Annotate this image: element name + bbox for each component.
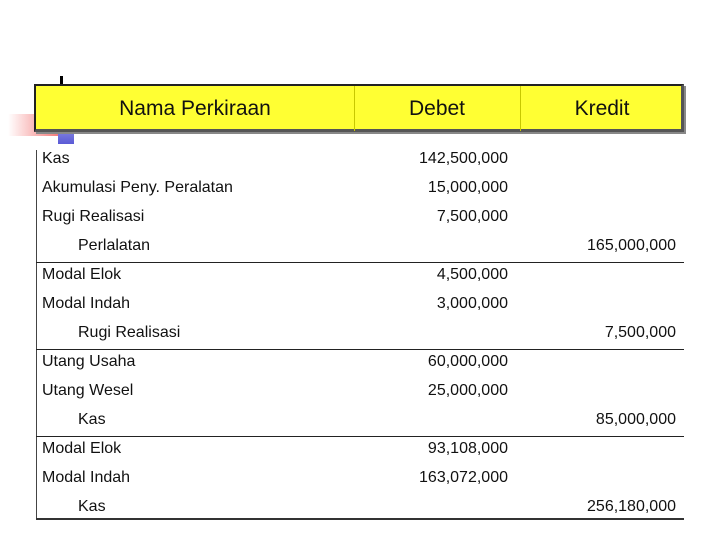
- debit-amount: 60,000,000: [427, 353, 508, 370]
- table-bottom-border: [36, 518, 684, 520]
- table-row: [0, 469, 720, 498]
- account-name: Utang Usaha: [42, 353, 136, 370]
- credit-amount: 7,500,000: [604, 324, 676, 341]
- header-nama-perkiraan: Nama Perkiraan: [119, 97, 271, 120]
- table-row: [0, 440, 720, 469]
- account-name: Rugi Realisasi: [42, 208, 145, 225]
- table-row: [0, 382, 720, 411]
- entry-separator: [36, 262, 684, 263]
- debit-amount: 4,500,000: [436, 266, 508, 283]
- account-name: Modal Indah: [42, 469, 131, 486]
- account-name: Rugi Realisasi: [78, 324, 181, 341]
- account-name: Utang Wesel: [42, 382, 134, 399]
- table-row: [0, 208, 720, 237]
- debit-amount: 15,000,000: [427, 179, 508, 196]
- debit-amount: 93,108,000: [427, 440, 508, 457]
- credit-amount: 256,180,000: [587, 498, 676, 515]
- debit-amount: 7,500,000: [436, 208, 508, 225]
- entry-separator: [36, 349, 684, 350]
- account-name: Modal Indah: [42, 295, 131, 312]
- table-row: [0, 266, 720, 295]
- table-header: [34, 84, 684, 132]
- account-name: Modal Elok: [42, 440, 122, 457]
- entry-separator: [36, 436, 684, 437]
- header-debet: Debet: [408, 97, 466, 120]
- table-row: [0, 295, 720, 324]
- debit-amount: 3,000,000: [436, 295, 508, 312]
- debit-amount: 163,072,000: [419, 469, 508, 486]
- credit-amount: 85,000,000: [595, 411, 676, 428]
- table-row: [0, 498, 720, 527]
- account-name: Kas: [78, 498, 106, 515]
- account-name: Perlalatan: [78, 237, 151, 254]
- account-name: Kas: [42, 150, 70, 167]
- account-name: Akumulasi Peny. Peralatan: [42, 179, 233, 196]
- account-name: Kas: [78, 411, 106, 428]
- debit-amount: 142,500,000: [419, 150, 508, 167]
- header-kredit: Kredit: [574, 97, 630, 120]
- debit-amount: 25,000,000: [427, 382, 508, 399]
- table-row: [0, 150, 720, 179]
- table-row: [0, 353, 720, 382]
- table-row: [0, 179, 720, 208]
- account-name: Modal Elok: [42, 266, 122, 283]
- credit-amount: 165,000,000: [587, 237, 676, 254]
